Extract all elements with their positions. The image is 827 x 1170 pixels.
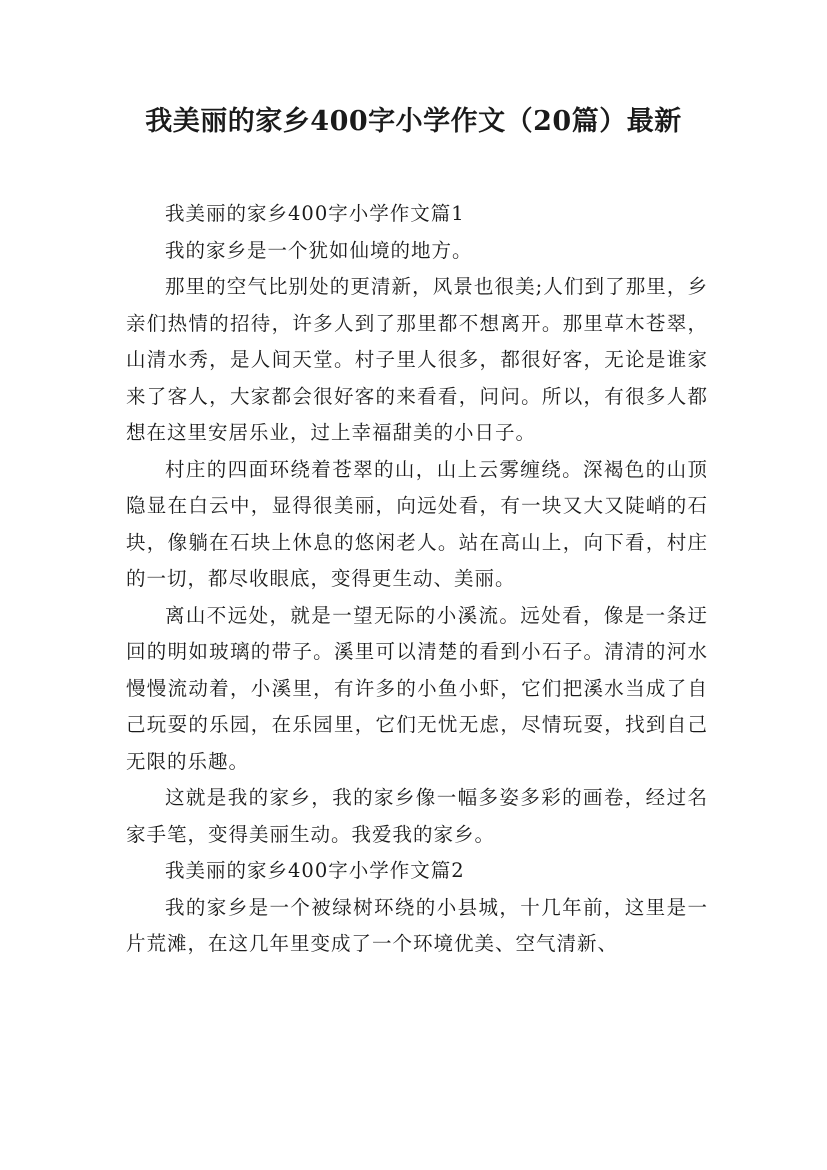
document-body <box>126 196 708 963</box>
section-heading: 我美丽的家乡400字小学作文篇2 <box>165 859 465 882</box>
paragraph: 我的家乡是一个犹如仙境的地方。 <box>165 238 473 262</box>
document-title: 我美丽的家乡400字小学作文（20篇）最新 <box>145 106 682 137</box>
paragraph: 这就是我的家乡，我的家乡像一幅多姿多彩的画卷，经过名家手笔，变得美丽生动。我爱我的家乡。 <box>126 786 708 846</box>
paragraph: 我的家乡是一个被绿树环绕的小县城，十几年前，这里是一片荒滩，在这几年里变成了一个环境优美、空气清新、 <box>126 895 708 955</box>
section-heading: 我美丽的家乡400字小学作文篇1 <box>165 202 465 225</box>
paragraph: 村庄的四面环绕着苍翠的山，山上云雾缠绕。深褐色的山顶隐显在白云中，显得很美丽，向远处看，有一块又大又陡峭的石块，像躺在石块上休息的悠闲老人。站在高山上，向下看，村庄的一切，都尽收眼底，变得更生动、美丽。 <box>126 457 708 590</box>
paragraph: 离山不远处，就是一望无际的小溪流。远处看，像是一条迂回的明如玻璃的带子。溪里可以清楚的看到小石子。清清的河水慢慢流动着，小溪里，有许多的小鱼小虾，它们把溪水当成了自己玩耍的乐园，在乐园里，它们无忧无虑，尽情玩耍，找到自己无限的乐趣。 <box>126 603 708 773</box>
paragraph: 那里的空气比别处的更清新，风景也很美;人们到了那里，乡亲们热情的招待，许多人到了那里都不想离开。那里草木苍翠，山清水秀，是人间天堂。村子里人很多，都很好客，无论是谁家来了客人，大家都会很好客的来看看，问问。所以，有很多人都想在这里安居乐业，过上幸福甜美的小日子。 <box>126 275 708 444</box>
